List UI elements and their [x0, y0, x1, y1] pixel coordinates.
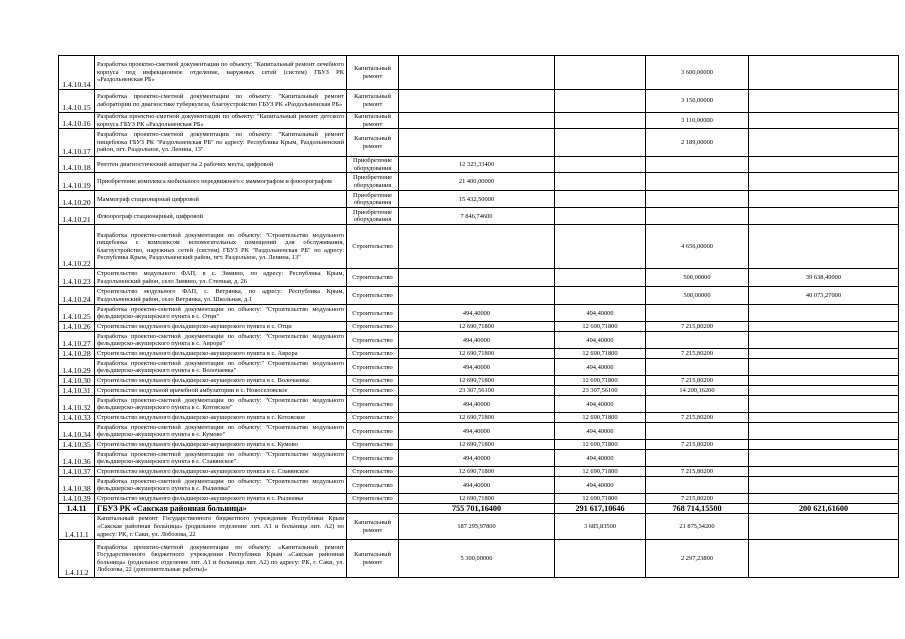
row-value-col3: 2 297,23800 — [646, 540, 749, 578]
row-value-col1 — [399, 287, 555, 305]
row-number: 1.4.10.39 — [59, 494, 95, 504]
row-value-col2: 12 690,71800 — [555, 349, 646, 359]
table-row — [59, 90, 899, 113]
row-description: ГБУЗ РК «Сакская районная больница» — [95, 504, 347, 514]
row-number: 1.4.10.25 — [59, 305, 95, 322]
row-value-col4 — [749, 90, 899, 113]
row-value-col4 — [749, 349, 899, 359]
row-value-col2: 12 690,71800 — [555, 494, 646, 504]
row-description: Строительство модульного фельдшерско-акушерского пункта в с. Аврора — [95, 349, 347, 359]
row-value-col1: 187 295,97800 — [399, 514, 555, 540]
table-row — [59, 56, 899, 90]
row-number: 1.4.10.27 — [59, 332, 95, 349]
row-description: Разработка проектно-сметной документации по объекту: "Строительство модульного фельдшерско-акушерского пункта в с. Котовское" — [95, 396, 347, 413]
row-value-col4 — [749, 332, 899, 349]
table-row — [59, 477, 899, 494]
table-row — [59, 173, 899, 191]
row-description: Строительство модульного ФАП, с. Ветрянка, по адресу: Республика Крым, Раздольненский район, село Ветрянка, ул. Школьная, д.1 — [95, 287, 347, 305]
row-description: Разработка проектно-сметной документации по объекту: "Строительство модульного фельдшерско-акушерского пункта в с. Аврора" — [95, 332, 347, 349]
row-number: 1.4.10.14 — [59, 56, 95, 90]
row-value-col4 — [749, 157, 899, 173]
row-value-col2: 494,40000 — [555, 423, 646, 440]
table-row — [59, 396, 899, 413]
row-description: Разработка проектно-сметной документации по объекту: "Капитальный ремонт пищеблока ГБУЗ РК "Раздольненская РБ" по адресу: Республика Крым, Раздольненский район, пгт. Раздольное, ул. Ленина, 13" — [95, 129, 347, 157]
row-value-col1: 7 846,74600 — [399, 208, 555, 225]
row-value-col4: 200 621,61600 — [749, 504, 899, 514]
table-row — [59, 467, 899, 477]
row-value-col1: 494,40000 — [399, 359, 555, 376]
table-row — [59, 504, 899, 514]
row-value-col1: 23 307,56100 — [399, 386, 555, 396]
row-number: 1.4.10.17 — [59, 129, 95, 157]
row-value-col4 — [749, 396, 899, 413]
row-value-col3 — [646, 173, 749, 191]
row-work-type: Строительство — [347, 386, 399, 396]
row-value-col1: 494,40000 — [399, 396, 555, 413]
row-value-col2: 12 690,71800 — [555, 322, 646, 332]
row-description: Разработка проектно-сметной документации по объекту: "Строительство модульного фельдшерско-акушерского пункта в с. Кумово" — [95, 423, 347, 440]
row-value-col2 — [555, 208, 646, 225]
table-row — [59, 208, 899, 225]
row-value-col4 — [749, 450, 899, 467]
table-row — [59, 287, 899, 305]
row-work-type: Строительство — [347, 376, 399, 386]
row-value-col2 — [555, 129, 646, 157]
row-number: 1.4.10.36 — [59, 450, 95, 467]
row-value-col2 — [555, 225, 646, 269]
row-value-col3: 7 215,80200 — [646, 467, 749, 477]
table-row — [59, 440, 899, 450]
row-value-col2 — [555, 173, 646, 191]
row-description: Строительство модульного фельдшерско-акушерского пункта в с. Рылеевка — [95, 494, 347, 504]
row-value-col1: 755 701,16400 — [399, 504, 555, 514]
row-value-col3: 500,00000 — [646, 287, 749, 305]
row-value-col1: 12 690,71800 — [399, 349, 555, 359]
row-value-col4 — [749, 467, 899, 477]
table-row — [59, 322, 899, 332]
table-row — [59, 494, 899, 504]
row-value-col1 — [399, 113, 555, 129]
row-work-type: Строительство — [347, 322, 399, 332]
row-value-col4 — [749, 322, 899, 332]
row-value-col3: 768 714,15500 — [646, 504, 749, 514]
row-number: 1.4.10.15 — [59, 90, 95, 113]
budget-table — [58, 55, 899, 578]
row-value-col2 — [555, 90, 646, 113]
row-value-col4 — [749, 225, 899, 269]
row-value-col4 — [749, 540, 899, 578]
row-value-col3: 14 200,16200 — [646, 386, 749, 396]
row-value-col2: 3 685,83500 — [555, 514, 646, 540]
row-value-col3: 7 215,80200 — [646, 440, 749, 450]
row-number: 1.4.10.22 — [59, 225, 95, 269]
row-work-type: Строительство — [347, 359, 399, 376]
row-work-type: Строительство — [347, 440, 399, 450]
row-number: 1.4.10.35 — [59, 440, 95, 450]
row-number: 1.4.11 — [59, 504, 95, 514]
row-value-col2: 23 307,56100 — [555, 386, 646, 396]
row-value-col2: 291 617,10646 — [555, 504, 646, 514]
row-value-col3: 3 150,00000 — [646, 90, 749, 113]
row-number: 1.4.11.2 — [59, 540, 95, 578]
row-value-col1 — [399, 90, 555, 113]
row-value-col4 — [749, 129, 899, 157]
row-number: 1.4.10.38 — [59, 477, 95, 494]
row-description: Разработка проектно-сметной документации по объекту: "Строительство модульного фельдшерско-акушерского пункта в с. Отци" — [95, 305, 347, 322]
row-value-col3 — [646, 191, 749, 208]
table-row — [59, 157, 899, 173]
row-work-type: Приобретение оборудования — [347, 208, 399, 225]
row-value-col2: 12 690,71800 — [555, 440, 646, 450]
table-row — [59, 269, 899, 287]
row-description: Приобретение комплекса мобильного передвижного с маммографом и флюорографом — [95, 173, 347, 191]
row-work-type: Строительство — [347, 413, 399, 423]
row-value-col1 — [399, 129, 555, 157]
row-description: Разработка проектно-сметной документации по объекту:" Строительство модульного фельдшерско-акушерского пункта в с. Волочаевка" — [95, 359, 347, 376]
row-value-col1: 5 300,00000 — [399, 540, 555, 578]
row-value-col3 — [646, 396, 749, 413]
row-value-col2: 12 690,71800 — [555, 413, 646, 423]
row-description: Строительство модульной врачебной амбулатории в с. Новоселовское — [95, 386, 347, 396]
row-value-col2: 12 690,71800 — [555, 467, 646, 477]
row-value-col3: 21 875,34200 — [646, 514, 749, 540]
row-work-type: Капитальный ремонт — [347, 540, 399, 578]
row-value-col3: 2 189,00000 — [646, 129, 749, 157]
row-value-col2: 494,40000 — [555, 477, 646, 494]
row-value-col4 — [749, 494, 899, 504]
table-row — [59, 514, 899, 540]
row-value-col3: 3 600,00000 — [646, 56, 749, 90]
row-value-col2 — [555, 191, 646, 208]
row-value-col2 — [555, 269, 646, 287]
table-row — [59, 450, 899, 467]
row-value-col4 — [749, 208, 899, 225]
row-work-type: Строительство — [347, 450, 399, 467]
row-value-col1: 21 400,00000 — [399, 173, 555, 191]
row-work-type — [347, 504, 399, 514]
row-work-type: Строительство — [347, 477, 399, 494]
row-work-type: Капитальный ремонт — [347, 129, 399, 157]
row-value-col4 — [749, 191, 899, 208]
row-number: 1.4.10.30 — [59, 376, 95, 386]
row-number: 1.4.10.18 — [59, 157, 95, 173]
row-value-col1: 12 690,71800 — [399, 376, 555, 386]
row-value-col1: 494,40000 — [399, 423, 555, 440]
table-row — [59, 423, 899, 440]
row-description: Строительство модульного фельдшерско-акушерского пункта в с. Котовское — [95, 413, 347, 423]
row-value-col1: 494,40000 — [399, 450, 555, 467]
row-value-col4 — [749, 173, 899, 191]
row-value-col4 — [749, 56, 899, 90]
row-value-col2: 494,40000 — [555, 359, 646, 376]
row-value-col1: 12 323,33400 — [399, 157, 555, 173]
row-value-col1: 494,40000 — [399, 332, 555, 349]
row-number: 1.4.10.20 — [59, 191, 95, 208]
row-value-col1 — [399, 269, 555, 287]
row-value-col2 — [555, 287, 646, 305]
table-row — [59, 332, 899, 349]
table-row — [59, 540, 899, 578]
row-number: 1.4.10.23 — [59, 269, 95, 287]
row-value-col1: 494,40000 — [399, 477, 555, 494]
table-body — [59, 56, 899, 578]
row-number: 1.4.10.32 — [59, 396, 95, 413]
row-value-col3: 7 215,80200 — [646, 413, 749, 423]
row-number: 1.4.10.21 — [59, 208, 95, 225]
row-description: Разработка проектно-сметной документации по объекту: "Строительство модульного фельдшерско-акушерского пункта в с. Славянское" — [95, 450, 347, 467]
row-value-col1: 12 690,71800 — [399, 413, 555, 423]
row-value-col2: 494,40000 — [555, 332, 646, 349]
row-value-col1: 494,40000 — [399, 305, 555, 322]
row-work-type: Строительство — [347, 423, 399, 440]
row-work-type: Строительство — [347, 396, 399, 413]
row-value-col3: 500,00000 — [646, 269, 749, 287]
row-value-col3 — [646, 208, 749, 225]
row-value-col2: 494,40000 — [555, 450, 646, 467]
row-work-type: Строительство — [347, 269, 399, 287]
table-row — [59, 225, 899, 269]
row-value-col3: 3 110,00000 — [646, 113, 749, 129]
row-value-col1 — [399, 225, 555, 269]
row-value-col1 — [399, 56, 555, 90]
row-value-col3: 4 656,00000 — [646, 225, 749, 269]
row-description: Разработка проектно-сметной документации по объекту: "Капитальный ремонт детского корпуса ГБУЗ РК «Раздольненская РБ» — [95, 113, 347, 129]
row-description: Строительство модульного фельдшерско-акушерского пункта в с. Отци — [95, 322, 347, 332]
row-value-col1: 12 690,71800 — [399, 440, 555, 450]
row-number: 1.4.10.24 — [59, 287, 95, 305]
row-value-col4 — [749, 514, 899, 540]
row-value-col1: 15 432,50000 — [399, 191, 555, 208]
row-description: Разработка проектно-сметной документации по объекту: "Строительство модульного пищеблока с комплексом вспомогательных помещений для обслуживания, благоустройство, наружных сетей (систем) ГБУЗ РК "Раздольненская РБ" по адресу: Республика Крым, Раздольненский район, пгт. Раздольное, ул. Ленина, 13" — [95, 225, 347, 269]
row-value-col4: 40 073,27000 — [749, 287, 899, 305]
table-row — [59, 359, 899, 376]
row-value-col4 — [749, 413, 899, 423]
row-work-type: Капитальный ремонт — [347, 56, 399, 90]
row-number: 1.4.10.29 — [59, 359, 95, 376]
row-work-type: Строительство — [347, 332, 399, 349]
row-number: 1.4.10.31 — [59, 386, 95, 396]
table-row — [59, 129, 899, 157]
row-description: Рентген диагностический аппарат на 2 рабочих места, цифровой — [95, 157, 347, 173]
row-value-col2 — [555, 56, 646, 90]
row-description: Разработка проектно-сметной документации по объекту: "Капитальный ремонт лечебного корпуса под инфекционное отделение, наружных сетей (систем) ГБУЗ РК «Раздольненская РБ» — [95, 56, 347, 90]
row-value-col3 — [646, 305, 749, 322]
row-value-col2 — [555, 157, 646, 173]
row-value-col4 — [749, 359, 899, 376]
row-value-col4 — [749, 386, 899, 396]
table-row — [59, 413, 899, 423]
row-value-col1: 12 690,71800 — [399, 322, 555, 332]
row-value-col3 — [646, 359, 749, 376]
row-description: Строительство модульного фельдшерско-акушерского пункта в с. Кумово — [95, 440, 347, 450]
row-work-type: Строительство — [347, 225, 399, 269]
row-value-col3: 7 215,80200 — [646, 376, 749, 386]
row-work-type: Строительство — [347, 494, 399, 504]
row-number: 1.4.10.37 — [59, 467, 95, 477]
row-work-type: Капитальный ремонт — [347, 113, 399, 129]
row-value-col3: 7 215,80200 — [646, 349, 749, 359]
row-value-col1: 12 690,71800 — [399, 494, 555, 504]
row-value-col2 — [555, 540, 646, 578]
row-description: Разработка проектно-сметной документации по объекту: «Капитальный ремонт Государственного бюджетного учреждения Республики Крым «Сакская районная больница» (родильное отделение лит. А1 и больница лит. А2) по адресу: РК, г. Саки, ул. Лобозова, 22 (дополнительные работы)» — [95, 540, 347, 578]
table-row — [59, 349, 899, 359]
row-description: Разработка проектно-сметной документации по объекту: "Строительство модульного фельдшерско-акушерского пункта в с. Рылеевка" — [95, 477, 347, 494]
row-value-col2: 12 690,71800 — [555, 376, 646, 386]
row-work-type: Строительство — [347, 305, 399, 322]
row-description: Строительство модульного фельдшерско-акушерского пункта в с. Волочаевка — [95, 376, 347, 386]
row-description: Строительство модульного фельдшерско-акушерского пункта в с. Славянское — [95, 467, 347, 477]
table-row — [59, 113, 899, 129]
row-value-col4 — [749, 440, 899, 450]
row-number: 1.4.10.26 — [59, 322, 95, 332]
row-work-type: Приобретение оборудования — [347, 191, 399, 208]
row-value-col3: 7 215,80200 — [646, 494, 749, 504]
row-description: Строительство модульного ФАП, в с. Зимино, по адресу: Республика Крым, Раздольненский район, село Зимино, ул. Степная, д. 26 — [95, 269, 347, 287]
row-work-type: Строительство — [347, 467, 399, 477]
row-value-col3: 7 215,80200 — [646, 322, 749, 332]
row-work-type: Строительство — [347, 349, 399, 359]
row-number: 1.4.10.34 — [59, 423, 95, 440]
table-row — [59, 386, 899, 396]
row-value-col3 — [646, 423, 749, 440]
row-value-col4 — [749, 423, 899, 440]
row-value-col4 — [749, 376, 899, 386]
row-number: 1.4.10.19 — [59, 173, 95, 191]
row-work-type: Строительство — [347, 287, 399, 305]
row-number: 1.4.11.1 — [59, 514, 95, 540]
row-value-col4 — [749, 113, 899, 129]
row-description: Флюорограф стационарный, цифровой — [95, 208, 347, 225]
row-work-type: Капитальный ремонт — [347, 514, 399, 540]
row-value-col2: 494,40000 — [555, 396, 646, 413]
row-description: Маммограф стационарный цифровой — [95, 191, 347, 208]
row-value-col3 — [646, 157, 749, 173]
row-value-col4: 39 638,49000 — [749, 269, 899, 287]
row-work-type: Приобретение оборудования — [347, 157, 399, 173]
row-value-col1: 12 690,71800 — [399, 467, 555, 477]
row-value-col4 — [749, 305, 899, 322]
row-work-type: Приобретение оборудования — [347, 173, 399, 191]
row-description: Капитальный ремонт Государственного бюджетного учреждения Республики Крым «Сакская районная больница» (родильное отделение лит. А1 и больница лит. А2) по адресу: РК, г. Саки, ул. Лобозова, 22 — [95, 514, 347, 540]
table-row — [59, 376, 899, 386]
table-row — [59, 305, 899, 322]
row-number: 1.4.10.16 — [59, 113, 95, 129]
row-value-col2: 494,40000 — [555, 305, 646, 322]
row-number: 1.4.10.28 — [59, 349, 95, 359]
row-value-col4 — [749, 477, 899, 494]
row-value-col3 — [646, 477, 749, 494]
table-row — [59, 191, 899, 208]
row-value-col3 — [646, 332, 749, 349]
row-description: Разработка проектно-сметной документации по объекту: "Капитальный ремонт лаборатории по диагностике туберкулеза, благоустройство ГБУЗ РК «Раздольненская РБ» — [95, 90, 347, 113]
row-work-type: Капитальный ремонт — [347, 90, 399, 113]
row-value-col3 — [646, 450, 749, 467]
row-number: 1.4.10.33 — [59, 413, 95, 423]
row-value-col2 — [555, 113, 646, 129]
